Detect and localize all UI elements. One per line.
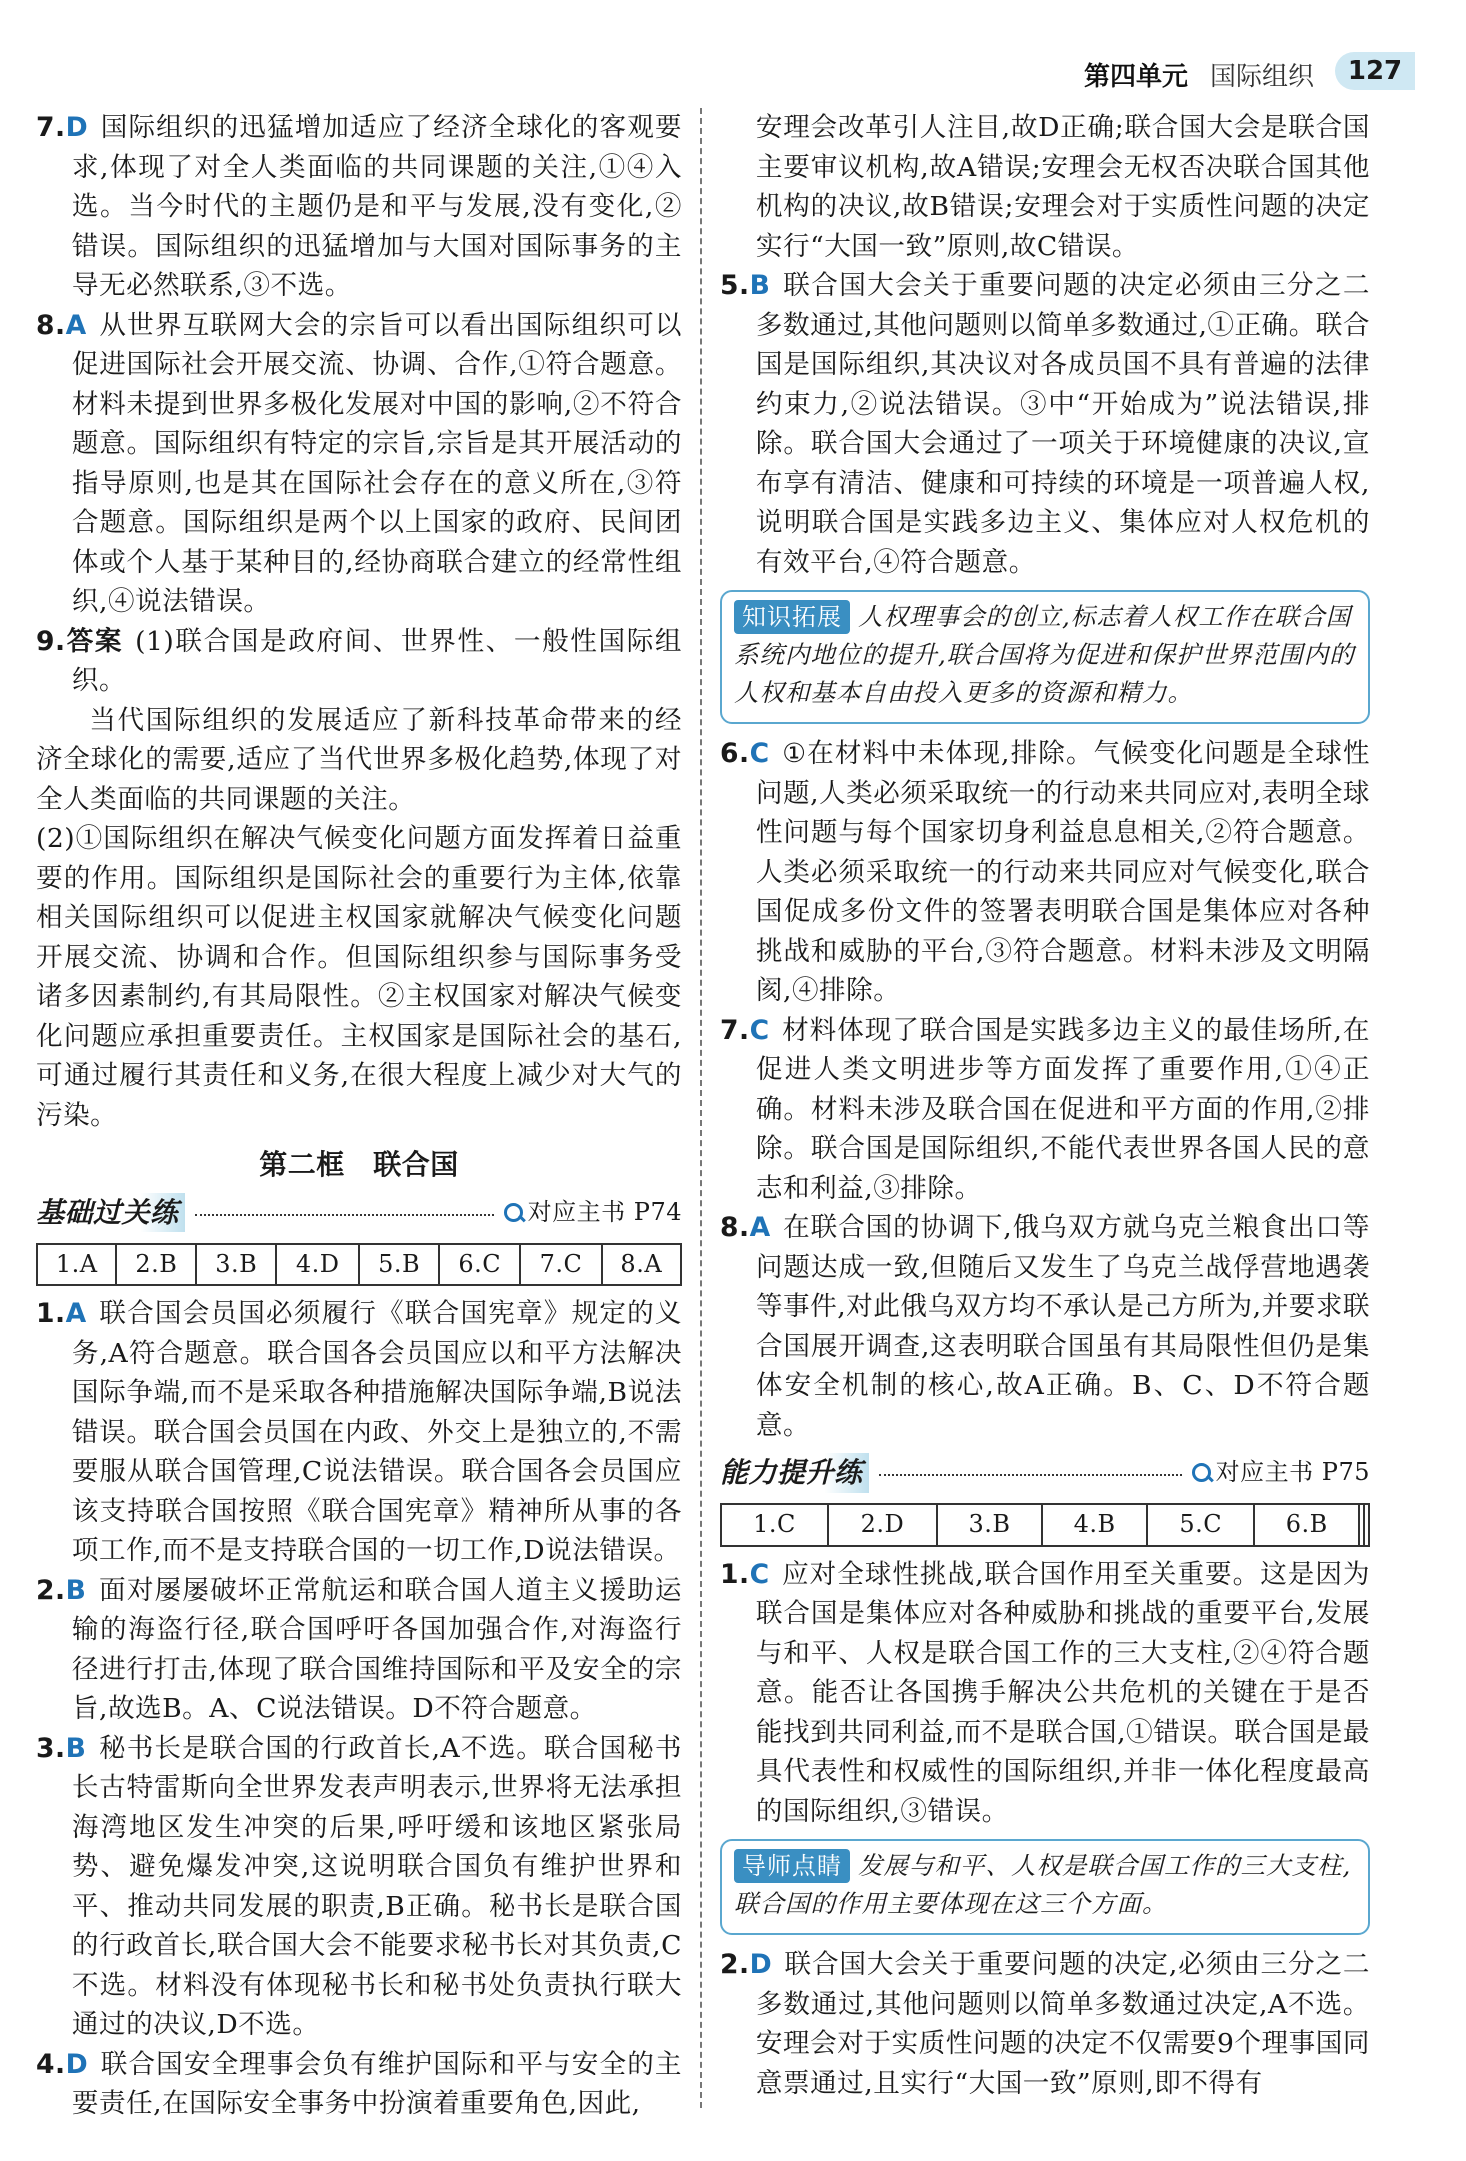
answer-cell: 3.B	[937, 1504, 1042, 1546]
column-divider	[700, 108, 702, 2108]
answer-paragraph: (2)①国际组织在解决气候变化问题方面发挥着日益重要的作用。国际组织是国际社会的重要行为主体,依靠相关国际组织可以促进主权国家就解决气候变化问题开展交流、协调和合作。但国际组织参与国际事务受诸多因素制约,有其局限性。②主权国家对解决气候变化问题应承担重要责任。主权国家是国际社会的基石,可通过履行其责任和义务,在很大程度上减少对大气的污染。	[36, 823, 682, 1131]
ability-answer-table	[720, 1503, 1370, 1547]
answer-cell: 1.C	[721, 1504, 828, 1546]
answer-cell: 6.B	[1254, 1504, 1359, 1546]
left-column	[36, 108, 682, 2124]
note-text: 人权理事会的创立,标志着人权工作在联合国系统内地位的提升,联合国将为促进和保护世界范围内的人权和基本自由投入更多的资源和精力。	[734, 602, 1355, 707]
note-text: 发展与和平、人权是联合国工作的三大支柱,联合国的作用主要体现在这三个方面。	[734, 1851, 1352, 1918]
answer-item: 7.C 材料体现了联合国是实践多边主义的最佳场所,在促进人类文明进步等方面发挥了重要作用,①④正确。材料未涉及联合国在促进和平方面的作用,②排除。联合国是国际组织,不能代表世界各国人民的意志和利益,③排除。	[720, 1014, 1370, 1204]
dotted-leader	[879, 1474, 1182, 1476]
knowledge-note	[720, 590, 1370, 724]
ability-practice-ref: 对应主书 P75	[1192, 1453, 1370, 1493]
answer-item: 2.B 面对屡屡破坏正常航运和联合国人道主义援助运输的海盗行径,联合国呼吁各国加强合作,对海盗行径进行打击,体现了联合国维持国际和平及安全的宗旨,故选B。A、C说法错误。D不符合题意。	[36, 1574, 682, 1724]
note-tag: 知识拓展	[734, 600, 850, 634]
answer-item: 2.D 联合国大会关于重要问题的决定,必须由三分之二多数通过,其他问题则以简单多数通过决定,A不选。安理会对于实质性问题的决定不仅需要9个理事国同意票通过,且实行“大国一致”原则,即不得有	[720, 1949, 1370, 2099]
answer-item: 7.D 国际组织的迅猛增加适应了经济全球化的客观要求,体现了对全人类面临的共同课题的关注,①④入选。当今时代的主题仍是和平与发展,没有变化,②错误。国际组织的迅猛增加与大国对国际事务的主导无必然联系,③不选。	[36, 112, 682, 301]
ability-practice-band	[720, 1451, 1370, 1495]
answer-cell: 8.A	[602, 1244, 681, 1286]
answer-item: 3.B 秘书长是联合国的行政首长,A不选。联合国秘书长古特雷斯向全世界发表声明表示,世界将无法承担海湾地区发生冲突的后果,呼吁缓和该地区紧张局势、避免爆发冲突,这说明联合国负有维护世界和平、推动共同发展的职责,B正确。秘书长是联合国的行政首长,联合国大会不能要求秘书长对其负责,C不选。材料没有体现秘书长和秘书处负责执行联大通过的决议,D不选。	[36, 1732, 682, 2040]
section-title-header: 国际组织	[1210, 62, 1315, 92]
answer-cell: 5.C	[1147, 1504, 1254, 1546]
answer-item: 1.C 应对全球性挑战,联合国作用至关重要。这是因为联合国是集体应对各种威胁和挑战的重要平台,发展与和平、人权是联合国工作的三大支柱,②④符合题意。能否让各国携手解决公共危机的关键在于是否能找到共同利益,而不是联合国,①错误。联合国是最具代表性和权威性的国际组织,并非一体化程度最高的国际组织,③错误。	[720, 1558, 1370, 1827]
answer-cell: 1.A	[37, 1244, 116, 1286]
answer-cell: 4.D	[276, 1244, 359, 1286]
answer-item-9: 9.答案 (1)联合国是政府间、世界性、一般性国际组织。	[36, 625, 683, 696]
lesson-title: 第二框 联合国	[259, 1148, 459, 1181]
answer-cell: 3.B	[196, 1244, 276, 1286]
ability-practice-title: 能力提升练	[720, 1453, 869, 1493]
page-header	[0, 0, 1466, 100]
answer-item: 8.A 从世界互联网大会的宗旨可以看出国际组织可以促进国际社会开展交流、协调、合作,①符合题意。材料未提到世界多极化发展对中国的影响,②不符合题意。国际组织有特定的宗旨,宗旨是其开展活动的指导原则,也是其在国际社会存在的意义所在,③符合题意。国际组织是两个以上国家的政府、民间团体或个人基于某种目的,经协商联合建立的经常性组织,④说法错误。	[36, 309, 682, 617]
answer-cell: 2.D	[828, 1504, 937, 1546]
answer-cell: 7.C	[520, 1244, 601, 1286]
tutor-note	[720, 1839, 1370, 1935]
basic-practice-band	[36, 1191, 682, 1235]
answer-cell: 6.C	[439, 1244, 520, 1286]
answer-item: 6.C ①在材料中未体现,排除。气候变化问题是全球性问题,人类必须采取统一的行动来共同应对,表明全球性问题与每个国家切身利益息息相关,②符合题意。人类必须采取统一的行动来共同应对气候变化,联合国促成多份文件的签署表明联合国是集体应对各种挑战和威胁的平台,③符合题意。材料未涉及文明隔阂,④排除。	[720, 738, 1370, 1006]
dotted-leader	[195, 1214, 494, 1216]
answer-paragraph: 当代国际组织的发展适应了新科技革命带来的经济全球化的需要,适应了当代世界多极化趋势,体现了对全人类面临的共同课题的关注。	[36, 704, 682, 815]
page-number: 127	[1335, 52, 1415, 90]
search-icon	[1192, 1463, 1212, 1483]
note-tag: 导师点睛	[734, 1849, 850, 1883]
unit-title: 第四单元	[1084, 62, 1189, 92]
answer-cell: 5.B	[359, 1244, 439, 1286]
answer-item: 8.A 在联合国的协调下,俄乌双方就乌克兰粮食出口等问题达成一致,但随后又发生了乌克兰战俘营地遇袭等事件,对此俄乌双方均不承认是己方所为,并要求联合国展开调查,这表明联合国虽有其局限性但仍是集体安全机制的核心,故A正确。B、C、D不符合题意。	[720, 1212, 1370, 1441]
answer-cell: 4.B	[1042, 1504, 1147, 1546]
basic-practice-title: 基础过关练	[36, 1193, 185, 1233]
answer-cell	[1364, 1504, 1369, 1546]
basic-answer-table	[36, 1243, 682, 1287]
answer-cell: 2.B	[116, 1244, 196, 1286]
answer-item: 4.D 联合国安全理事会负有维护国际和平与安全的主要责任,在国际安全事务中扮演着重要角色,因此,	[36, 2048, 682, 2119]
search-icon	[504, 1203, 524, 1223]
answer-item: 5.B 联合国大会关于重要问题的决定必须由三分之二多数通过,其他问题则以简单多数通过,①正确。联合国是国际组织,其决议对各成员国不具有普遍的法律约束力,②说法错误。③中“开始成为”说法错误,排除。联合国大会通过了一项关于环境健康的决议,宣布享有清洁、健康和可持续的环境是一项普遍人权,说明联合国是实践多边主义、集体应对人权危机的有效平台,④符合题意。	[720, 270, 1370, 578]
answer-item: 1.A 联合国会员国必须履行《联合国宪章》规定的义务,A符合题意。联合国各会员国应以和平方法解决国际争端,而不是采取各种措施解决国际争端,B说法错误。联合国会员国在内政、外交上是独立的,不需要服从联合国管理,C说法错误。联合国各会员国应该支持联合国按照《联合国宪章》精神所从事的各项工作,而不是支持联合国的一切工作,D说法错误。	[36, 1298, 682, 1566]
answer-continuation: 安理会改革引人注目,故D正确;联合国大会是联合国主要审议机构,故A错误;安理会无权否决联合国其他机构的决议,故B错误;安理会对于实质性问题的决定实行“大国一致”原则,故C错误。	[755, 112, 1370, 262]
basic-practice-ref: 对应主书 P74	[504, 1193, 682, 1233]
right-column	[720, 108, 1370, 2103]
